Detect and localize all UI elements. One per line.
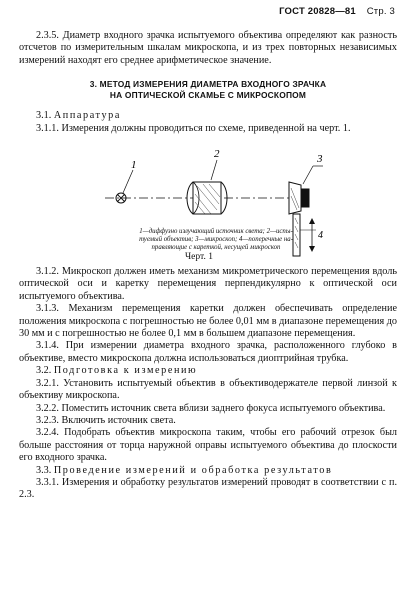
paragraph-3-1-3: 3.1.3. Механизм перемещения каретки должен обеспечивать определение положения микроскопа с погрешностью не более 0,01 мм в диапазоне перемещения до 30 мм и с погрешностью не более 0,1 мм в большем диапазоне перемещения. <box>19 303 398 340</box>
paragraph-3-2-1: 3.2.1. Установить испытуемый объектив в объективодержателе первой линзой к объективу микроскопа. <box>19 377 397 402</box>
label-3: 3 <box>317 153 323 166</box>
document-body <box>19 30 397 502</box>
label-1: 1 <box>131 159 137 172</box>
subsection-3-3-title: 3.3. Проведение измерений и обработка результатов <box>36 464 333 476</box>
section-heading-line-1: 3. МЕТОД ИЗМЕРЕНИЯ ДИАМЕТРА ВХОДНОГО ЗРАЧКА <box>89 79 327 90</box>
page-number: Стр. 3 <box>366 6 395 17</box>
label-4: 4 <box>318 230 323 242</box>
paragraph-3-2-2: 3.2.2. Поместить источник света вблизи заднего фокуса испытуемого объектива. <box>36 402 386 414</box>
subsection-3-1-title <box>19 110 397 122</box>
subsection-title: Аппаратура <box>53 110 121 122</box>
paragraph-2-3-5: 2.3.5. Диаметр входного зрачка испытуемого объектива определяют как разность отсчетов по измерительным шкалам микроскопа, и из трех повторных независимых измерений находят его среднее арифметическое значение. <box>19 30 397 66</box>
paragraph-3-1-4: 3.1.4. При измерении диаметра входного зрачка, расположенного глубоко в объективе, вместо микроскопа должна использоваться диоптрийная трубка. <box>19 340 397 364</box>
paragraph-3-1-1: 3.1.1. Измерения должны проводиться по схеме, приведенной на черт. 1. <box>36 122 351 134</box>
paragraph-3-1-2: 3.1.2. Микроскоп должен иметь механизм микрометрического перемещения вдоль оптической оси и каретку перемещения перпендикулярно к оптической оси испытуемого объектива. <box>19 266 397 302</box>
subsection-number: 3.1. <box>36 110 52 122</box>
subsection-3-2-title: 3.2. Подготовка к измерению <box>36 365 198 377</box>
leader-3 <box>303 166 313 184</box>
page-header <box>279 6 395 17</box>
figure-1 <box>19 138 397 263</box>
paragraph-3-2-4: 3.2.4. Подобрать объектив микроскопа таким, чтобы его рабочий отрезок был больше расстояния от торца наружной оправы испытуемого объектива до плоскости его входного зрачка. <box>19 427 397 464</box>
standard-number: ГОСТ 20828—81 <box>279 6 356 17</box>
leader-1 <box>123 170 133 193</box>
label-2: 2 <box>214 148 220 161</box>
paragraph-3-2-3: 3.2.3. Включить источник света. <box>36 414 176 426</box>
figure-caption: 1—диффузно излучающий источник света; 2—испы- туемый объектив; 3—микроскоп; 4—поперечные на- правляющие с кареткой, несущей микроскоп <box>139 228 293 252</box>
section-heading-line-2: НА ОПТИЧЕСКОЙ СКАМЬЕ С МИКРОСКОПОМ <box>109 90 307 101</box>
paragraph-3-3-1: 3.3.1. Измерения и обработку результатов измерений проводят в соответствии с п. 2.3. <box>19 476 397 501</box>
figure-label: Черт. 1 <box>185 252 213 263</box>
leader-2 <box>211 160 217 180</box>
section-heading <box>19 79 397 101</box>
